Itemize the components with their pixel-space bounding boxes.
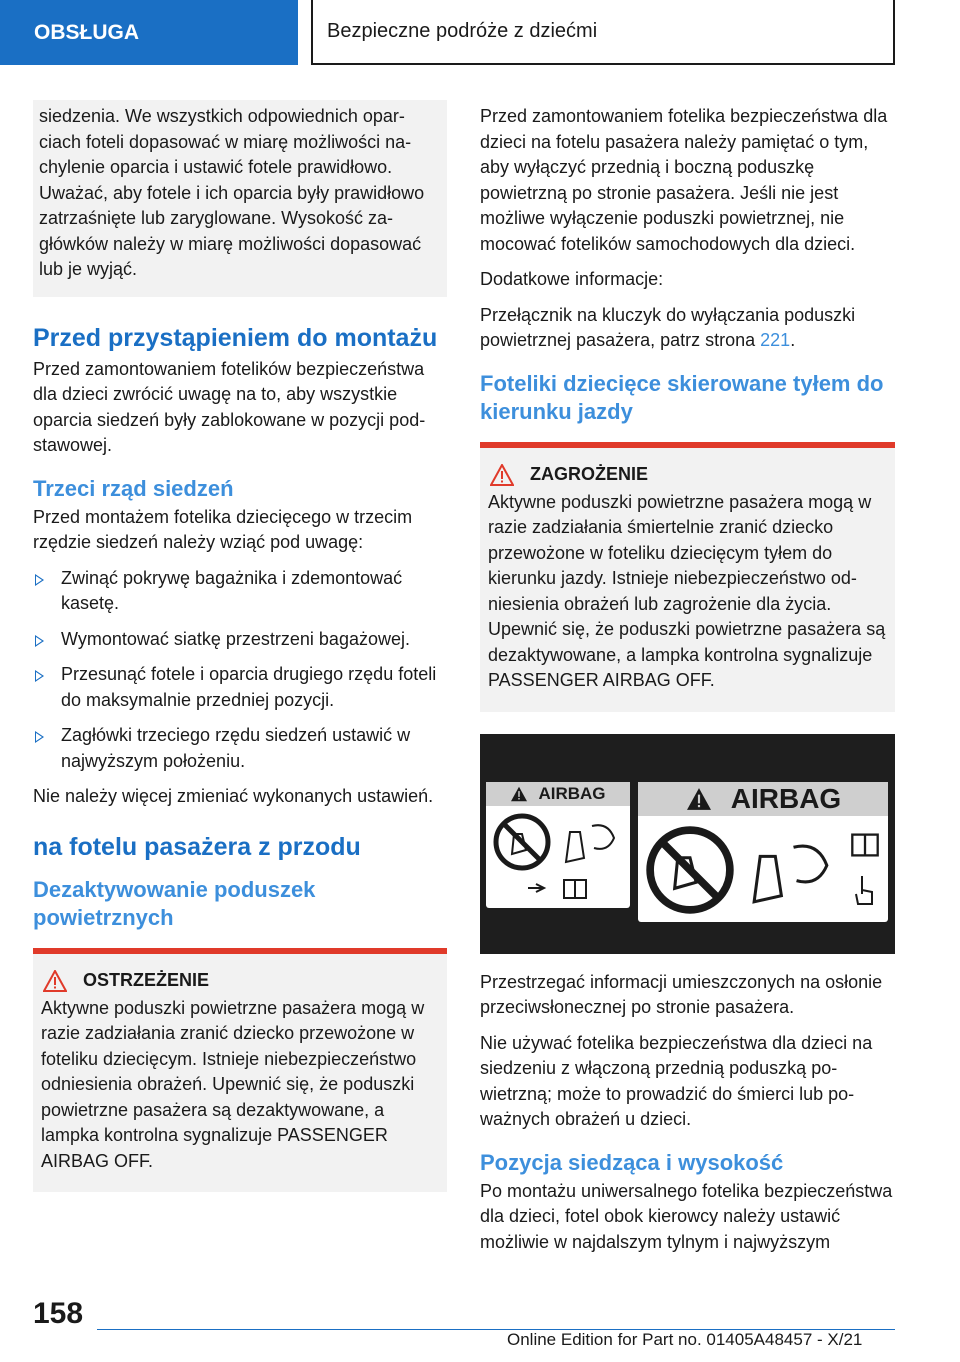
- no-child-seat-icon: [492, 812, 552, 872]
- airbag-label-small: [486, 782, 630, 908]
- seat-position-text: Po montażu uniwersalnego fotelika bezpieczeństwa dla dzieci, fotel obok kierowcy należy ustawić możliwie w najdalszym tylnym i najwyższym: [480, 1180, 893, 1252]
- page-title: Bezpieczne podróże z dziećmi: [327, 20, 598, 42]
- list-item: [33, 662, 447, 713]
- intro-box: [33, 100, 447, 297]
- triangle-bullet-icon: [35, 574, 44, 586]
- airbag-label-text: AIRBAG: [730, 782, 842, 814]
- warning-triangle-icon: [43, 970, 67, 992]
- manual-book-icon: [562, 878, 588, 900]
- page-number: 158: [33, 1297, 84, 1330]
- steps-list: [33, 566, 447, 775]
- no-child-seat-icon: [644, 824, 736, 916]
- danger-header: [488, 464, 887, 486]
- hand-pointer-icon: [852, 872, 878, 908]
- page-header: [311, 0, 895, 65]
- list-item: [33, 566, 447, 617]
- airbag-label-large: [638, 782, 888, 922]
- step-text: Wymontować siatkę przestrzeni bagażowej.: [61, 628, 410, 649]
- page-link[interactable]: 221: [760, 330, 791, 350]
- section-tab: [0, 0, 298, 65]
- warning-box: [33, 948, 447, 1193]
- airbag-label-small-header: [486, 782, 630, 806]
- switch-text: Przełącznik na kluczyk do wyłączania poduszki powietrznej pasażera, patrz strona: [480, 304, 856, 350]
- triangle-bullet-icon: [35, 635, 44, 647]
- warning-triangle-icon: [685, 787, 713, 811]
- observe-sunvisor-text: Przestrzegać informacji umieszczonych na osłonie przeciwsłonecznej po stronie pasażera.: [480, 971, 883, 1017]
- airbag-warning-label-photo: [480, 734, 895, 954]
- heading-rear-facing: Foteliki dziecięce skierowane tyłem do kierunku jazdy: [480, 370, 884, 424]
- heading-before-mounting: Przed przystąpieniem do montażu: [33, 323, 438, 352]
- right-column: [480, 100, 895, 1265]
- warning-title: OSTRZEŻENIE: [83, 970, 210, 990]
- switch-text-end: .: [790, 330, 796, 350]
- warning-triangle-icon: [490, 464, 514, 486]
- do-not-use-text: Nie używać fotelika bezpieczeństwa dla dzieci na siedzeniu z włączoną przednią poduszką powietrzną; może to prowadzić do śmierci lub poważnych obrażeń u dzieci.: [480, 1032, 873, 1129]
- airbag-label-text: AIRBAG: [538, 783, 606, 803]
- danger-box: [480, 442, 895, 712]
- heading-deactivate-airbags: Dezaktywowanie poduszek powietrznych: [33, 876, 316, 930]
- left-column: [33, 100, 447, 1192]
- warning-header: [41, 970, 439, 992]
- switch-reference: [480, 303, 895, 354]
- airbag-label-large-header: [638, 782, 888, 816]
- manual-book-icon: [850, 832, 880, 858]
- hand-pointer-icon: [526, 880, 552, 898]
- airbag-deploy-icon: [742, 826, 842, 914]
- list-item: [33, 627, 447, 653]
- airbag-deploy-icon: [558, 812, 624, 870]
- step-text: Zagłówki trzeciego rzędu siedzeń ustawić w najwyższym położeniu.: [61, 725, 411, 771]
- list-item: [33, 723, 447, 774]
- triangle-bullet-icon: [35, 670, 44, 682]
- step-text: Zwinąć pokrywę bagażnika i zdemontować kasetę.: [61, 567, 403, 613]
- before-mounting-text: Przed zamontowaniem fotelików bezpieczeństwa dla dzieci zwrócić uwagę na to, aby wszystkie oparcia siedzeń były zablokowane w pozycji podstawowej.: [33, 358, 426, 455]
- additional-info-label: Dodatkowe informacje:: [480, 269, 664, 289]
- heading-third-row: Trzeci rząd siedzeń: [33, 475, 234, 501]
- mount-text: Przed zamontowaniem fotelika bezpieczeństwa dla dzieci na fotelu pasażera należy pamiętać o tym, aby wyłączyć przednią i boczną poduszkę powietrzną po stronie pasażera. Jeśli nie jest możliwe wyłączenie poduszki powietrznej, nie mocować fotelików samochodowych dla dzieci.: [480, 106, 888, 254]
- triangle-bullet-icon: [35, 731, 44, 743]
- intro-text: siedzenia. We wszystkich odpowiednich oparciach foteli dopasować w miarę możliwości nachylenie oparcia i ustawić fotele prawidłowo. Uważać, aby fotele i ich oparcia były prawidłowo zatrzaśnięte lub zaryglowane. Wysokość zagłówków należy w miarę możliwości dopasować lub je wyjąć.: [39, 106, 425, 279]
- edition-text: Online Edition for Part no. 01405A48457 - X/21: [507, 1330, 863, 1349]
- third-row-text: Przed montażem fotelika dziecięcego w trzecim rzędzie siedzeń należy wziąć pod uwagę:: [33, 506, 413, 552]
- heading-front-seat: na fotelu pasażera z przodu: [33, 832, 361, 861]
- warning-triangle-icon: [510, 786, 528, 802]
- step-text: Przesunąć fotele i oparcia drugiego rzędu foteli do maksymalnie przedniej pozycji.: [61, 664, 437, 710]
- danger-title: ZAGROŻENIE: [530, 464, 649, 484]
- warning-text: Aktywne poduszki powietrzne pasażera mogą w razie zadziałania zranić dziecko przewożone w foteliku dziecięcym. Istnieje niebezpieczeństwo odniesienia obrażeń. Upewnić się, że poduszki powietrzne pasażera są dezaktywowane, a lampka kontrolna sygnalizuje PASSENGER AIRBAG OFF.: [41, 997, 425, 1171]
- no-change-text: Nie należy więcej zmieniać wykonanych ustawień.: [33, 786, 434, 806]
- section-label: OBSŁUGA: [34, 20, 139, 44]
- danger-text: Aktywne poduszki powietrzne pasażera mogą w razie zadziałania śmiertelnie zranić dziecko przewożone w foteliku dziecięcym tyłem do kierunku jazdy. Istnieje niebezpieczeństwo odniesienia obrażeń lub zagrożenie dla życia. Upewnić się, że poduszki powietrzne pasażera są dezaktywowane, a lampka kontrolna sygnalizuje PASSENGER AIRBAG OFF.: [488, 491, 886, 690]
- heading-seat-position: Pozycja siedząca i wysokość: [480, 1149, 784, 1175]
